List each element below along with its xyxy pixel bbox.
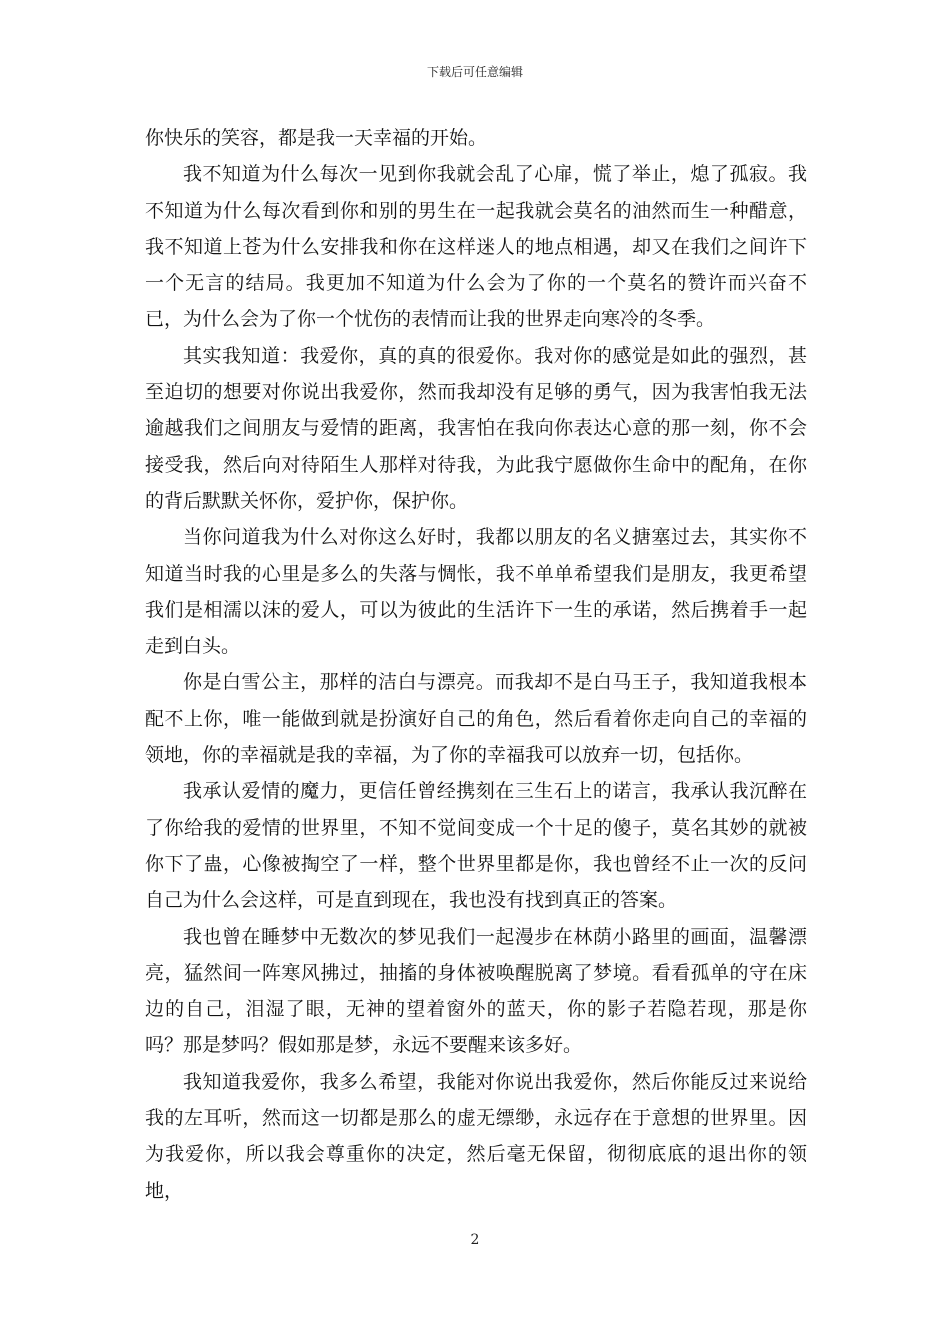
paragraph: 我承认爱情的魔力，更信任曾经携刻在三生石上的诺言，我承认我沉醉在了你给我的爱情的世界里，不知不觉间变成一个十足的傻子，莫名其妙的就被你下了蛊，心像被掏空了一样，整个世界里都是你，我也曾经不止一次的反问自己为什么会这样，可是直到现在，我也没有找到真正的答案。 bbox=[145, 780, 807, 912]
document-body bbox=[145, 120, 807, 1209]
page-header: 下载后可任意编辑 bbox=[426, 65, 523, 79]
paragraph: 当你问道我为什么对你这么好时，我都以朋友的名义搪塞过去，其实你不知道当时我的心里是多么的失落与惆怅，我不单单希望我们是朋友，我更希望我们是相濡以沫的爱人，可以为彼此的生活许下一生的承诺，然后携着手一起走到白头。 bbox=[145, 526, 807, 658]
page-number: 2 bbox=[470, 1232, 480, 1248]
paragraph: 其实我知道：我爱你，真的真的很爱你。我对你的感觉是如此的强烈，甚至迫切的想要对你说出我爱你，然而我却没有足够的勇气，因为我害怕我无法逾越我们之间朋友与爱情的距离，我害怕在我向你表达心意的那一刻，你不会接受我，然后向对待陌生人那样对待我，为此我宁愿做你生命中的配角，在你的背后默默关怀你，爱护你，保护你。 bbox=[145, 344, 807, 512]
paragraph: 我也曾在睡梦中无数次的梦见我们一起漫步在林荫小路里的画面，温馨漂亮，猛然间一阵寒风拂过，抽搐的身体被唤醒脱离了梦境。看看孤单的守在床边的自己，泪湿了眼，无神的望着窗外的蓝天，你的影子若隐若现，那是你吗？那是梦吗？假如那是梦，永远不要醒来该多好。 bbox=[145, 925, 807, 1057]
paragraph: 我不知道为什么每次一见到你我就会乱了心扉，慌了举止，熄了孤寂。我不知道为什么每次看到你和别的男生在一起我就会莫名的油然而生一种醋意，我不知道上苍为什么安排我和你在这样迷人的地点相遇，却又在我们之间许下一个无言的结局。我更加不知道为什么会为了你的一个莫名的赞许而兴奋不已，为什么会为了你一个忧伤的表情而让我的世界走向寒冷的冬季。 bbox=[145, 163, 807, 331]
paragraph: 我知道我爱你，我多么希望，我能对你说出我爱你，然后你能反过来说给我的左耳听，然而这一切都是那么的虚无缥缈，永远存在于意想的世界里。因为我爱你，所以我会尊重你的决定，然后毫无保留，彻彻底底的退出你的领地， bbox=[145, 1070, 807, 1202]
paragraph: 你是白雪公主，那样的洁白与漂亮。而我却不是白马王子，我知道我根本配不上你，唯一能做到就是扮演好自己的角色，然后看着你走向自己的幸福的领地，你的幸福就是我的幸福，为了你的幸福我可以放弃一切，包括你。 bbox=[145, 671, 807, 767]
paragraph: 你快乐的笑容，都是我一天幸福的开始。 bbox=[145, 127, 488, 149]
